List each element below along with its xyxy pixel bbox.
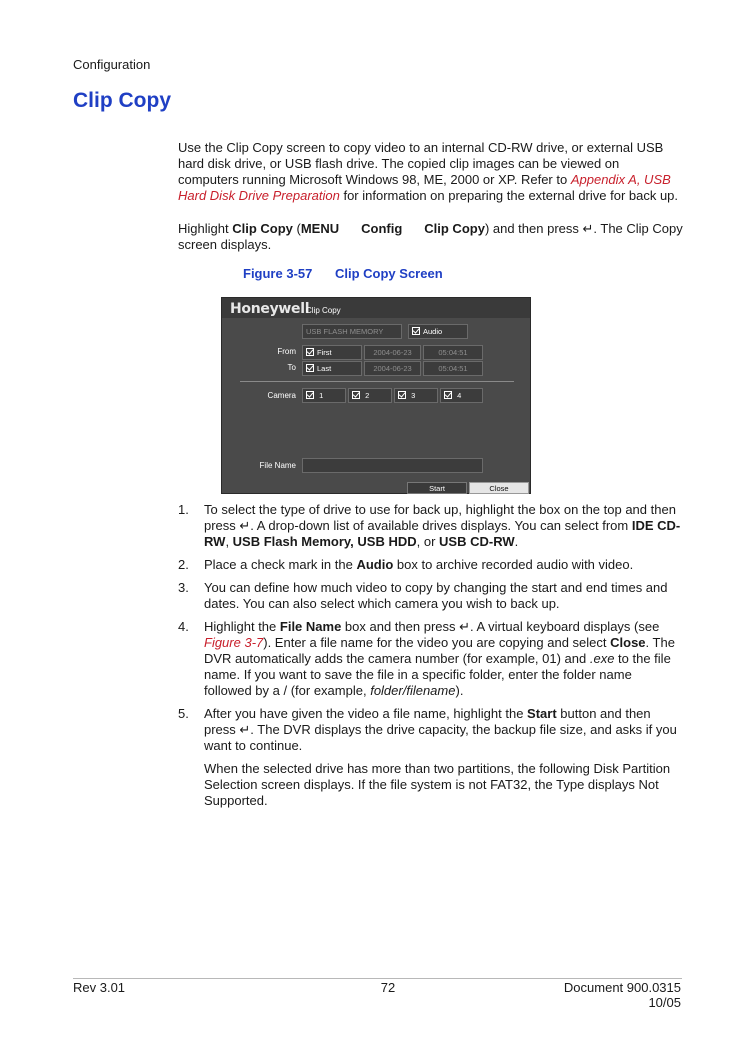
step-bold: USB CD-RW [439,534,515,549]
document-date: 10/05 [648,995,681,1010]
footer-document [520,980,681,1010]
footer-divider [73,978,682,979]
from-time-field[interactable]: 05:04:51 [423,345,483,360]
step-text: box to archive recorded audio with video. [393,557,634,572]
document-number: Document 900.0315 [563,980,681,995]
camera-number: 4 [457,391,462,400]
list-item [178,706,683,809]
step-text: to the file name. If you want to save the file in a specific folder, enter the folder name followed by a / (for example, [204,651,671,698]
highlight-paragraph [178,221,683,253]
page-number: 72 [380,980,396,995]
file-name-input[interactable] [302,458,483,473]
step-number: 1. [178,502,189,517]
list-item [178,557,683,573]
step-text: After you have given the video a file name, highlight the [204,706,528,721]
step-number: 3. [178,580,189,595]
highlight-text: Highlight [178,221,233,236]
step-text: ). [455,683,464,698]
step-text: You can define how much video to copy by changing the start and end times and dates. You can also select which camera you wish to back up. [204,580,668,611]
checkbox-icon [306,391,314,399]
honeywell-logo: Honeywell [230,301,310,317]
step-text: , or [416,534,440,549]
menu-path-menu: MENU [300,221,340,236]
step-text: box and then press ↵. A virtual keyboard displays (see [341,619,660,634]
from-date-field[interactable]: 2004-06-23 [364,345,421,360]
instruction-steps [178,502,683,816]
step-bold: USB Flash Memory, USB HDD [232,534,417,549]
step-text: . [514,534,519,549]
step-text: . The DVR automatically adds the camera number (for example, 01) and [204,635,675,666]
drive-select[interactable]: USB FLASH MEMORY [302,324,402,339]
menu-path-config: Config [361,221,403,236]
close-button[interactable]: Close [469,482,529,494]
intro-text-end: for information on preparing the external drive for back up. [339,188,679,203]
checkbox-icon [352,391,360,399]
step-bold: Audio [356,557,394,572]
step-text: ). Enter a file name for the video you are copying and select [263,635,611,650]
file-name-label: File Name [259,461,296,470]
audio-label: Audio [423,327,443,336]
camera-number: 1 [319,391,324,400]
step-text: , [225,534,233,549]
to-label: To [287,363,296,372]
from-label: From [277,347,296,356]
menu-path-clip-copy: Clip Copy [424,221,485,236]
checkbox-icon [398,391,406,399]
checkbox-icon [412,327,420,335]
last-checkbox[interactable] [302,361,362,376]
camera-number: 3 [411,391,416,400]
checkbox-icon [444,391,452,399]
last-label: Last [317,364,332,373]
step-bold: Close [610,635,646,650]
list-item [178,619,683,699]
figure-caption: Clip Copy Screen [335,266,443,281]
clip-copy-screen [221,297,531,494]
first-label: First [317,348,332,357]
audio-checkbox[interactable] [408,324,468,339]
step-text: Highlight the [204,619,280,634]
highlight-text: ( [292,221,301,236]
figure-link[interactable]: Figure 3-7 [204,635,264,650]
step-text: Place a check mark in the [204,557,357,572]
divider [240,381,514,382]
camera-label: Camera [267,391,296,400]
figure-number: Figure 3-57 [243,266,313,281]
step-number: 5. [178,706,189,721]
camera-checkbox-4[interactable] [440,388,483,403]
footer-revision: Rev 3.01 [73,980,126,995]
intro-text: Use the Clip Copy screen to copy video to an internal CD-RW drive, or external USB hard disk drive, or USB flash drive. The copied clip images can be viewed on computers running Microsoft Windows 98, ME, 2000 or XP. Refer to [178,140,664,187]
highlight-bold: Clip Copy [232,221,293,236]
screen-title: Clip Copy [306,306,341,315]
first-checkbox[interactable] [302,345,362,360]
step-number: 4. [178,619,189,634]
highlight-text: ) and then press ↵. The Clip Copy screen displays. [178,221,683,252]
step-bold: Start [527,706,557,721]
step-note: When the selected drive has more than two partitions, the following Disk Partition Selection screen displays. If the file system is not FAT32, the Type displays Not Supported. [204,761,671,808]
step-italic: folder/filename [370,683,456,698]
checkbox-icon [306,364,314,372]
checkbox-icon [306,348,314,356]
appendix-link[interactable]: Appendix A, USB Hard Disk Drive Preparation [178,172,671,203]
step-text: button and then press ↵. The DVR displays the drive capacity, the backup file size, and asks if you want to continue. [204,706,677,753]
step-bold: File Name [279,619,342,634]
step-text: To select the type of drive to use for back up, highlight the box on the top and then press ↵. A drop-down list of available drives displays. You can select from [204,502,676,533]
intro-paragraph [178,140,683,204]
camera-checkbox-2[interactable] [348,388,392,403]
to-date-field[interactable]: 2004-06-23 [364,361,421,376]
step-number: 2. [178,557,189,572]
camera-number: 2 [365,391,370,400]
step-bold: IDE CD-RW [204,518,681,549]
camera-checkbox-1[interactable] [302,388,346,403]
list-item [178,502,683,550]
step-italic: .exe [589,651,615,666]
start-button[interactable]: Start [407,482,467,494]
page-title: Clip Copy [73,89,171,112]
list-item [178,580,683,612]
section-header: Configuration [73,57,151,72]
camera-checkbox-3[interactable] [394,388,438,403]
to-time-field[interactable]: 05:04:51 [423,361,483,376]
